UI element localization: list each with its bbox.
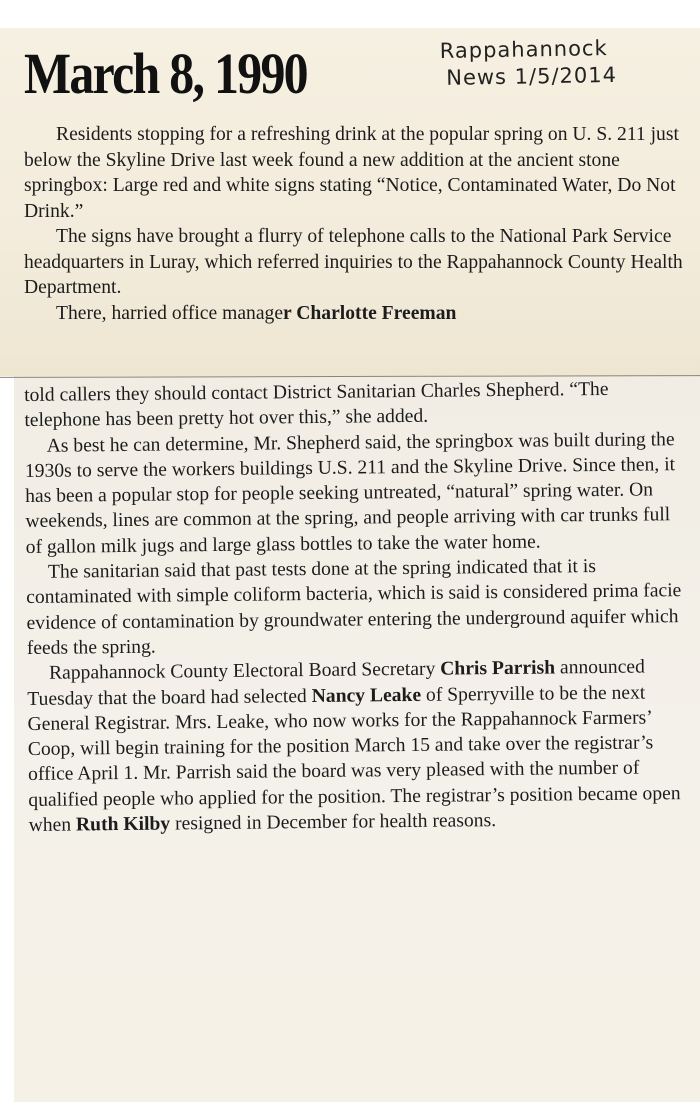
person-name-bold: r Charlotte Freeman	[283, 302, 457, 324]
article-paragraph	[24, 224, 696, 301]
paragraph-text: resigned in December for health reasons.	[170, 810, 497, 835]
person-name-bold: Nancy Leake	[311, 684, 422, 707]
person-name-bold: Ruth Kilby	[75, 813, 171, 836]
handwritten-note-line-1: Rappahannock	[439, 36, 608, 64]
paragraph-text: There, harried office manage	[56, 302, 284, 324]
article-body-continued	[24, 376, 689, 838]
paragraph-text: of Sperryville to be the next General Registrar. Mrs. Leake, who now works for the Rappahannock Farmers’ Coop, will begin training for the position March 15 and take over the registrar’s office April 1. Mr. Parrish said the board was very pleased with the number of qualified people who applied for the position. The registrar’s position became open when	[27, 682, 681, 837]
person-name-bold: Chris Parrish	[440, 657, 556, 680]
handwritten-source-note	[440, 34, 671, 92]
headline-date: March 8, 1990	[24, 41, 307, 106]
article-body-top	[24, 122, 696, 326]
article-paragraph	[24, 376, 684, 434]
article-paragraph	[24, 122, 696, 224]
paragraph-text: The sanitarian said that past tests done at the spring indicated that it is contaminated with simple coliform bacteria, which is said is considered prima facie evidence of contamination by groundwater entering the underground aquifer which feeds the spring.	[26, 556, 682, 659]
article-paragraph	[26, 553, 687, 661]
article-paragraph	[25, 427, 686, 560]
article-paragraph	[24, 301, 696, 327]
handwritten-note-line-2: News 1/5/2014	[446, 62, 618, 90]
paragraph-text: Rappahannock County Electoral Board Secretary	[48, 658, 441, 685]
paragraph-text: Residents stopping for a refreshing drink at the popular spring on U. S. 211 just below the Skyline Drive last week found a new addition at the ancient stone springbox: Large red and white signs stating “Notice, Contaminated Water, Do Not Drink.”	[24, 124, 679, 222]
paragraph-text: announced Tuesday that the board had selected	[27, 656, 645, 710]
paragraph-text: The signs have brought a flurry of telephone calls to the National Park Service headquarters in Luray, which referred inquiries to the Rappahannock County Health Department.	[24, 226, 683, 298]
paragraph-text: told callers they should contact District Sanitarian Charles Shepherd. “The telephone has been pretty hot over this,” she added.	[24, 378, 609, 432]
paragraph-text: As best he can determine, Mr. Shepherd said, the springbox was built during the 1930s to serve the workers buildings U.S. 211 and the Skyline Drive. Since then, it has been a popular stop for people seeking untreated, “natural” spring water. On weekends, lines are common at the spring, and people arriving with car trunks full of gallon milk jugs and large glass bottles to take the water home.	[24, 428, 676, 558]
article-paragraph	[27, 654, 689, 838]
